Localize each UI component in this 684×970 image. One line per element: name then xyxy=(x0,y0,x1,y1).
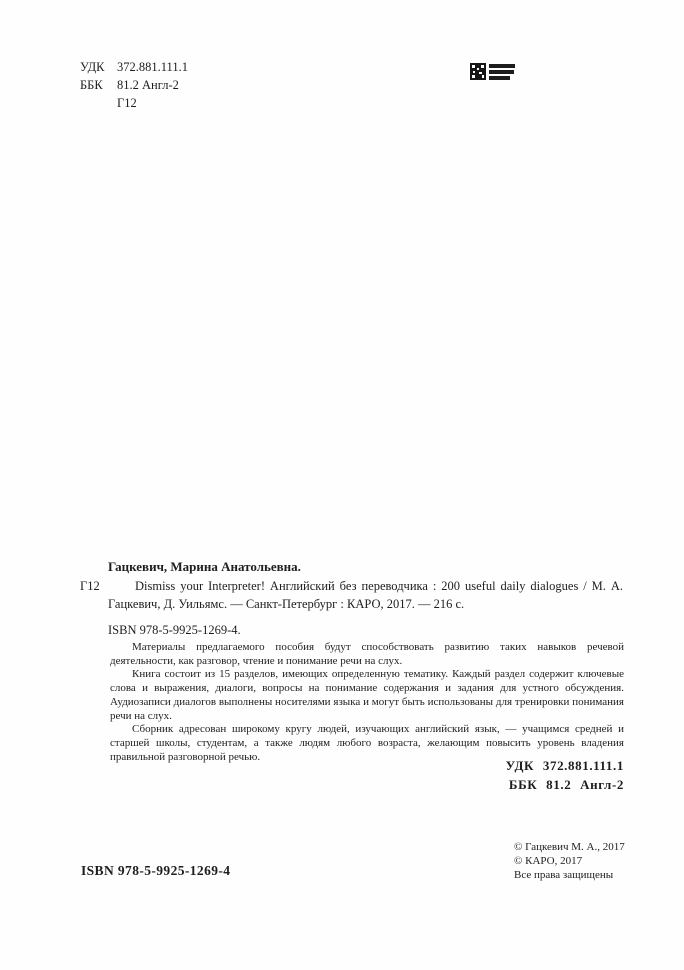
isbn-line: ISBN 978-5-9925-1269-4. xyxy=(108,622,241,637)
top-catalog-codes xyxy=(80,58,188,112)
udk-label: УДК xyxy=(80,60,105,74)
author-sign-code: Г12 xyxy=(117,96,137,110)
author-heading: Гацкевич, Марина Анатольевна. xyxy=(108,559,301,574)
udk-code: УДК 372.881.111.1 xyxy=(505,758,624,773)
footer-isbn: ISBN 978-5-9925-1269-4 xyxy=(81,863,231,878)
annotation xyxy=(110,641,624,764)
annotation-paragraph: Книга состоит из 15 разделов, имеющих определенную тематику. Каждый раздел содержит ключевые слова и выражения, диалоги, вопросы на понимание содержания и задания для устного обсуждения. Аудиозаписи диалогов выполнены носителями языка и могут быть использованы для тренировки понимания речи на слух. xyxy=(110,668,624,722)
catalog-card xyxy=(80,558,623,639)
copyright-line: © КАРО, 2017 xyxy=(514,855,583,867)
annotation-paragraph: Сборник адресован широкому кругу людей, изучающих английский язык, — учащимся средней и старшей школы, студентам, а также людям любого возраста, желающим повысить уровень владения правильной разговорной речью. xyxy=(110,723,624,763)
publisher-stamp-icon xyxy=(470,63,515,80)
bibliographic-description xyxy=(80,577,623,614)
copyright-block xyxy=(514,840,625,882)
description-text: Dismiss your Interpreter! Английский без переводчика : 200 useful daily dialogues / М. А. Гацкевич, Д. Уильямс. — Санкт-Петербург : КАРО, 2017. — 216 с. xyxy=(108,578,623,611)
bbk-value: 81.2 Англ-2 xyxy=(117,78,179,92)
copyright-line: © Гацкевич М. А., 2017 xyxy=(514,841,625,853)
spacer xyxy=(80,94,117,112)
udk-value: 372.881.111.1 xyxy=(117,60,188,74)
publisher-stamp-text-lines-icon xyxy=(489,64,515,80)
rights-reserved-line: Все права защищены xyxy=(514,869,614,881)
bbk-label: ББК xyxy=(80,78,103,92)
author-sign-code: Г12 xyxy=(80,578,100,593)
bbk-code: ББК 81.2 Англ-2 xyxy=(508,776,624,792)
publisher-stamp-mark-icon xyxy=(470,63,486,80)
annotation-paragraph: Материалы предлагаемого пособия будут способствовать развитию таких навыков речевой деятельности, как разговор, чтение и понимание речи на слух. xyxy=(110,641,624,667)
bottom-catalog-codes xyxy=(0,757,624,794)
